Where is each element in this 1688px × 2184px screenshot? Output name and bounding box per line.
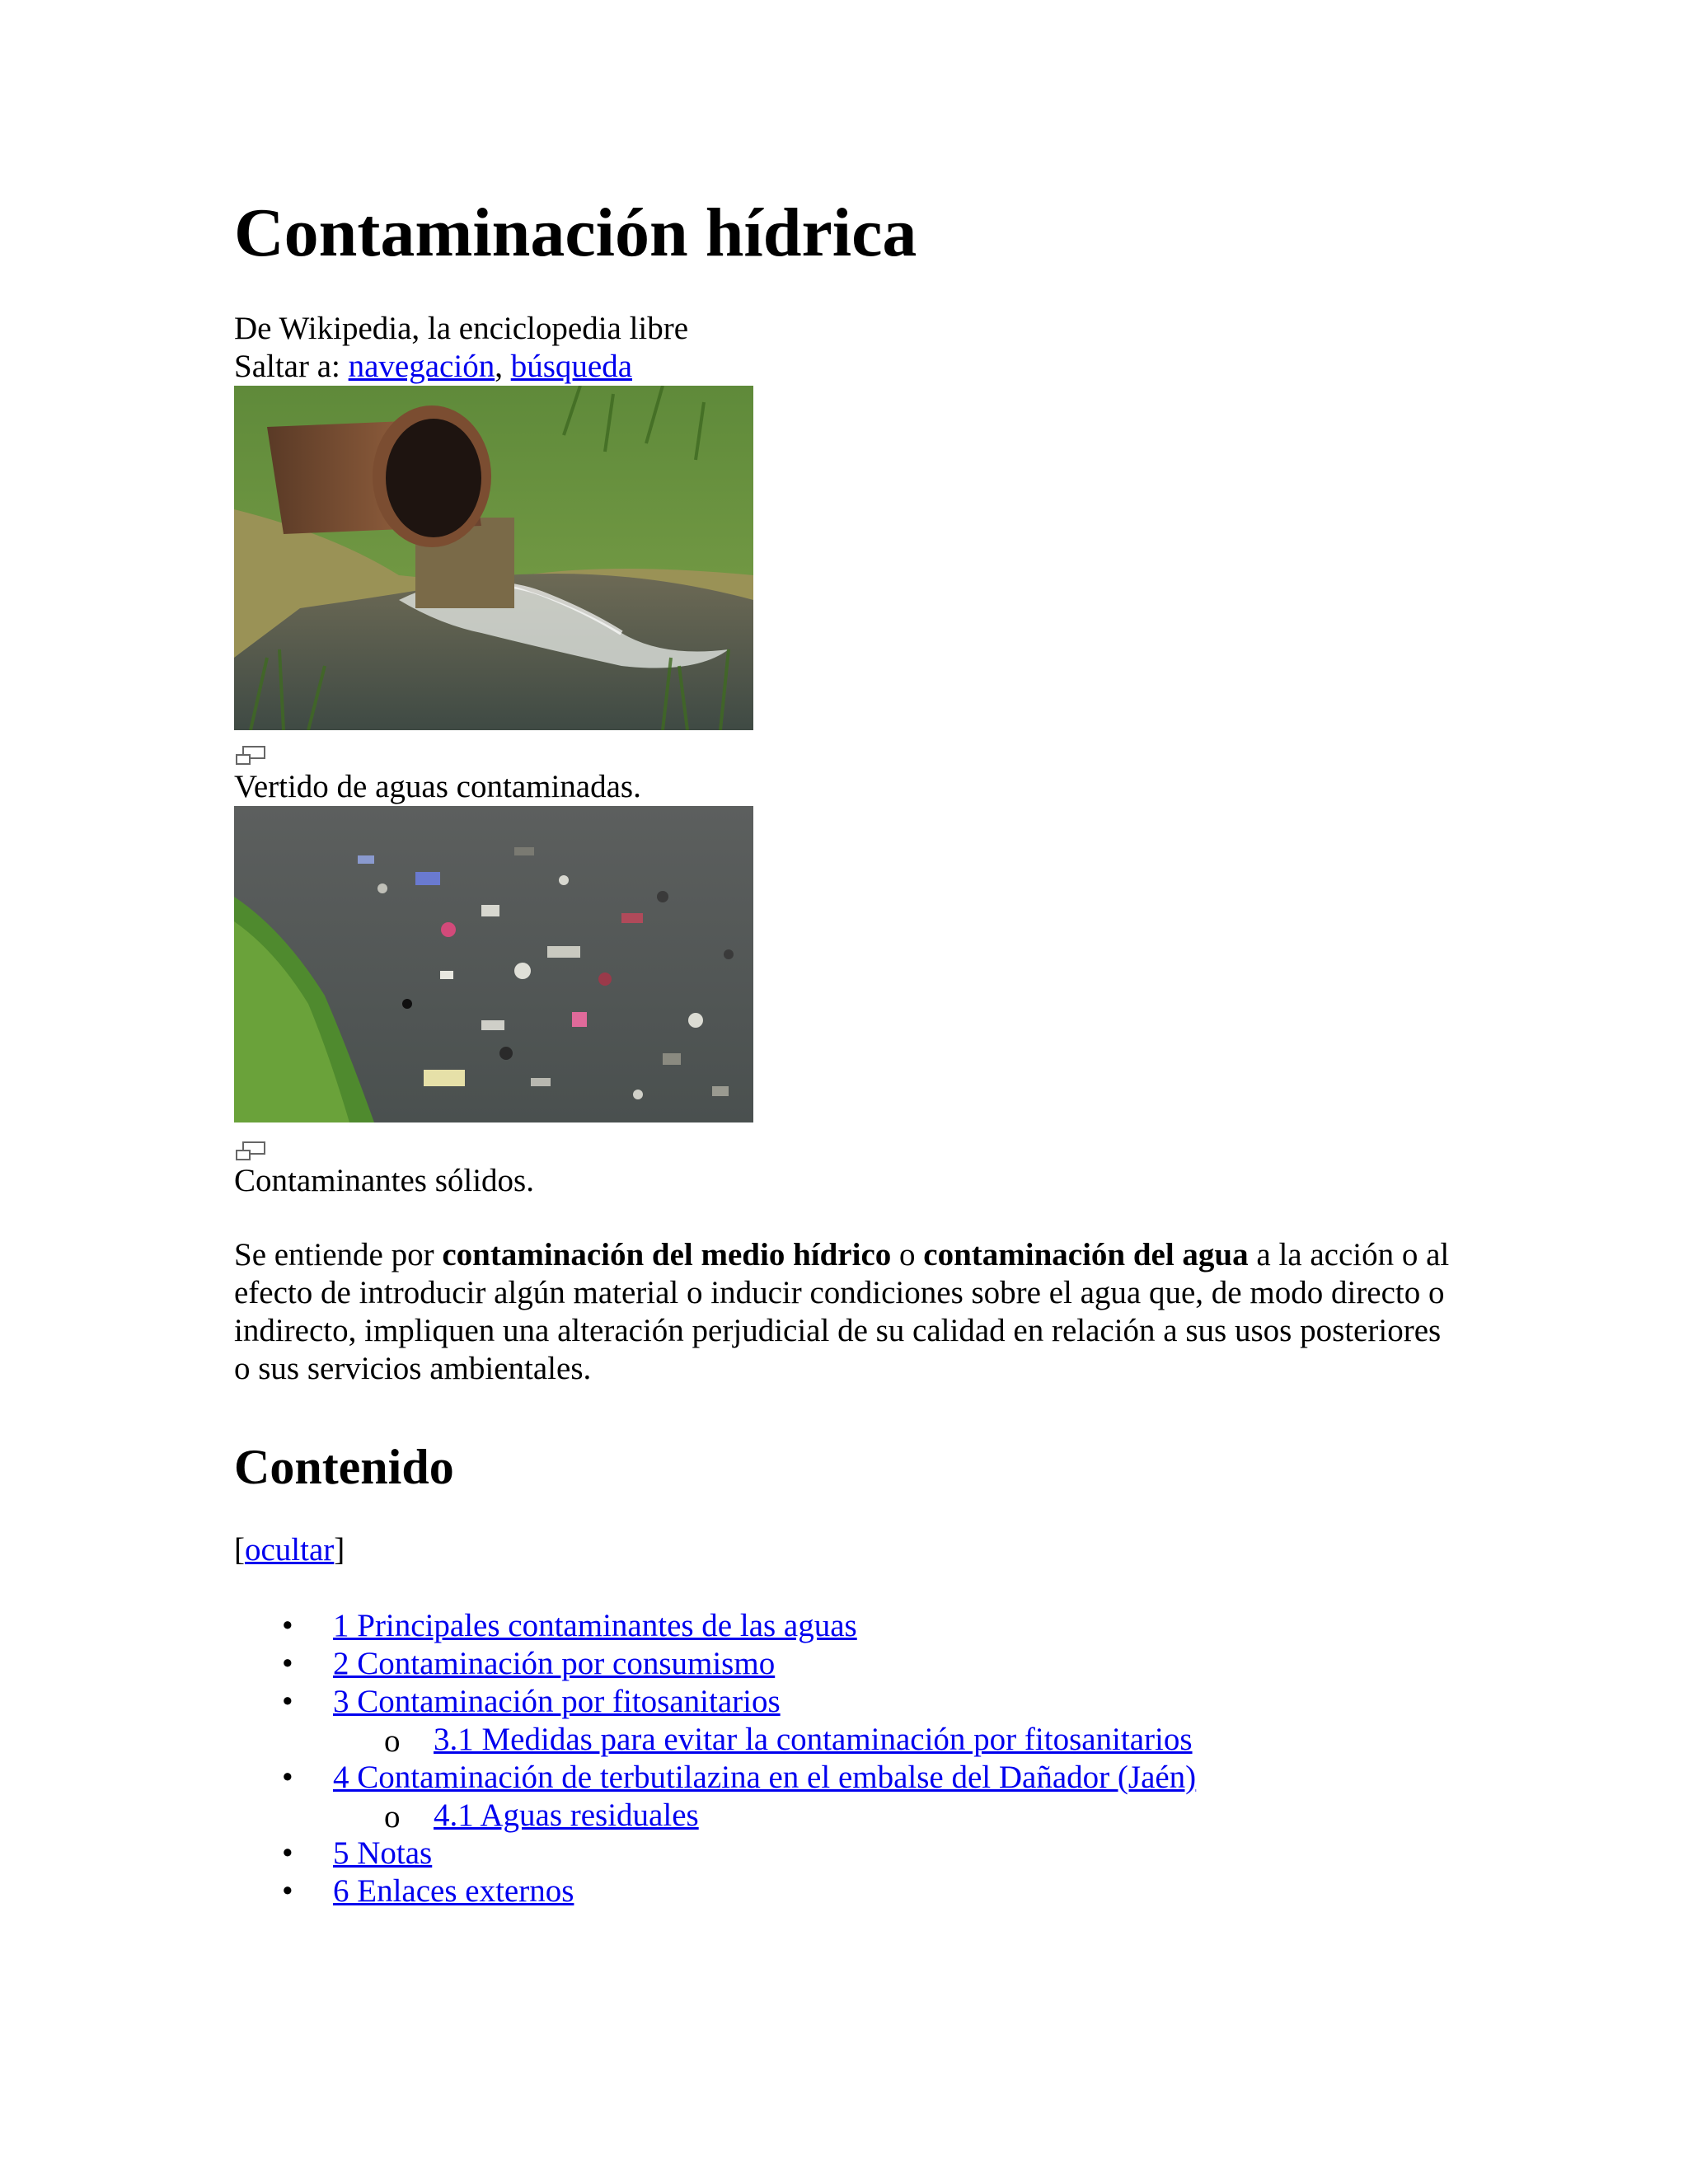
jump-separator: , — [495, 349, 503, 384]
intro-paragraph — [234, 1236, 1462, 1388]
toc-link[interactable]: 1 Principales contaminantes de las aguas — [333, 1608, 857, 1643]
figure-caption: Contaminantes sólidos. — [234, 1163, 534, 1198]
intro-text: o — [891, 1237, 924, 1272]
page-title: Contaminación hídrica — [234, 194, 917, 271]
toc-toggle — [234, 1531, 345, 1569]
intro-bold-term: contaminación del agua — [923, 1237, 1249, 1272]
jump-to-search-link[interactable]: búsqueda — [510, 349, 633, 384]
toc-link[interactable]: 2 Contaminación por consumismo — [333, 1646, 776, 1681]
toc-link[interactable]: 5 Notas — [333, 1835, 433, 1871]
jump-to-navigation-link[interactable]: navegación — [348, 349, 495, 384]
toc-link[interactable]: 3 Contaminación por fitosanitarios — [333, 1684, 781, 1719]
toc-bullet: • — [282, 1684, 293, 1719]
toc-bullet: • — [282, 1873, 293, 1909]
toc-hide-link[interactable]: ocultar — [245, 1532, 335, 1568]
intro-text: a la acción o al efecto de introducir algún material o inducir condiciones sobre el agua que, de modo directo o indirecto, impliquen una alteración perjudicial de su calidad en relación a sus usos posteriores o sus servicios ambientales. — [234, 1237, 1450, 1386]
toc-subbullet: o — [384, 1799, 401, 1835]
toc-bullet: • — [282, 1608, 293, 1643]
intro-bold-term: contaminación del medio hídrico — [442, 1237, 892, 1272]
toc-toggle-bracket: ] — [334, 1532, 345, 1568]
jump-label: Saltar a: — [234, 349, 340, 384]
toc-title: Contenido — [234, 1440, 454, 1494]
toc-sublink[interactable]: 3.1 Medidas para evitar la contaminación por fitosanitarios — [434, 1722, 1193, 1757]
enlarge-icon[interactable] — [234, 1141, 267, 1162]
toc-bullet: • — [282, 1646, 293, 1681]
tagline: De Wikipedia, la enciclopedia libre — [234, 311, 689, 346]
figure-caption: Vertido de aguas contaminadas. — [234, 769, 641, 804]
enlarge-icon[interactable] — [234, 745, 267, 766]
jump-links — [234, 348, 632, 386]
toc-link[interactable]: 6 Enlaces externos — [333, 1873, 574, 1909]
toc-bullet: • — [282, 1835, 293, 1871]
toc-toggle-bracket: [ — [234, 1532, 245, 1568]
figure-solid-waste-image[interactable] — [234, 806, 753, 1122]
toc-subbullet: o — [384, 1723, 401, 1759]
toc-link[interactable]: 4 Contaminación de terbutilazina en el embalse del Dañador (Jaén) — [333, 1760, 1197, 1795]
intro-text: Se entiende por — [234, 1237, 443, 1272]
toc-sublink[interactable]: 4.1 Aguas residuales — [434, 1797, 699, 1833]
toc-bullet: • — [282, 1760, 293, 1795]
figure-pipe-discharge-image[interactable] — [234, 386, 753, 730]
